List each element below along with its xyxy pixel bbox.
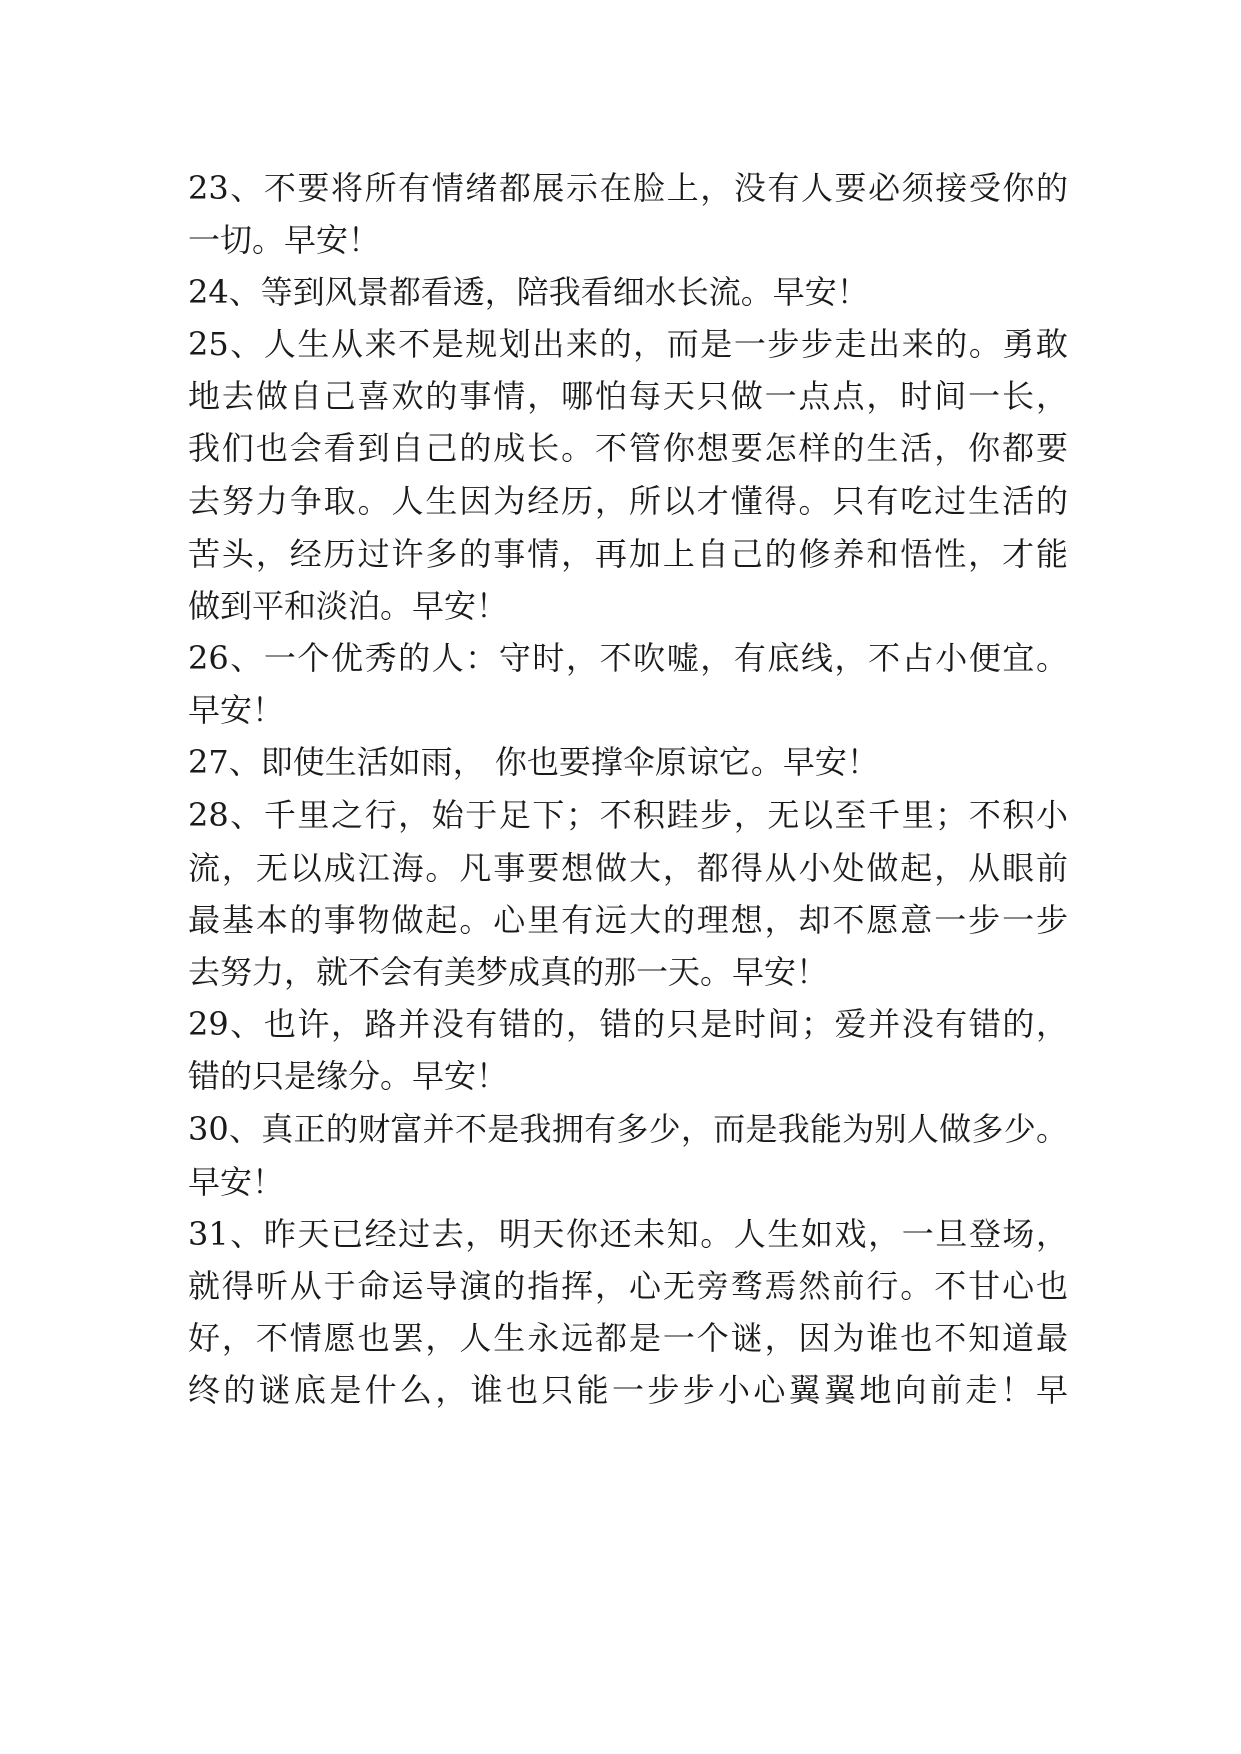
text-line: 错的只是缘分。早安！ <box>188 1057 509 1095</box>
text-line: 26、一个优秀的人：守时，不吹嘘，有底线，不占小便宜。 <box>188 639 1068 677</box>
text-line: 去努力争取。人生因为经历，所以才懂得。只有吃过生活的 <box>188 482 1068 520</box>
text-line: 苦头，经历过许多的事情，再加上自己的修养和悟性，才能 <box>188 535 1068 573</box>
text-line: 27、即使生活如雨， 你也要撑伞原谅它。早安！ <box>188 743 879 781</box>
text-line: 地去做自己喜欢的事情，哪怕每天只做一点点，时间一长， <box>188 377 1068 415</box>
text-line: 好，不情愿也罢，人生永远都是一个谜，因为谁也不知道最 <box>188 1319 1068 1357</box>
text-line: 24、等到风景都看透，陪我看细水长流。早安！ <box>188 273 869 311</box>
text-line: 早安！ <box>188 1163 285 1201</box>
text-line: 最基本的事物做起。心里有远大的理想，却不愿意一步一步 <box>188 901 1068 939</box>
text-line: 30、真正的财富并不是我拥有多少，而是我能为别人做多少。 <box>188 1110 1068 1148</box>
text-line: 终的谜底是什么，谁也只能一步步小心翼翼地向前走！早 <box>188 1371 1068 1409</box>
text-line: 就得听从于命运导演的指挥，心无旁骛焉然前行。不甘心也 <box>188 1267 1068 1305</box>
text-line: 我们也会看到自己的成长。不管你想要怎样的生活，你都要 <box>188 429 1068 467</box>
text-line: 23、不要将所有情绪都展示在脸上，没有人要必须接受你的 <box>188 169 1068 207</box>
text-line: 早安！ <box>188 691 285 729</box>
text-line: 做到平和淡泊。早安！ <box>188 587 509 625</box>
text-line: 一切。早安！ <box>188 221 381 259</box>
text-line: 流，无以成江海。凡事要想做大，都得从小处做起，从眼前 <box>188 849 1068 887</box>
text-line: 29、也许，路并没有错的，错的只是时间；爱并没有错的， <box>188 1005 1068 1043</box>
text-line: 25、人生从来不是规划出来的，而是一步步走出来的。勇敢 <box>188 325 1068 363</box>
text-line: 31、昨天已经过去，明天你还未知。人生如戏，一旦登场， <box>188 1215 1068 1253</box>
text-line: 去努力，就不会有美梦成真的那一天。早安！ <box>188 953 829 991</box>
text-line: 28、千里之行，始于足下；不积跬步，无以至千里；不积小 <box>188 796 1068 834</box>
